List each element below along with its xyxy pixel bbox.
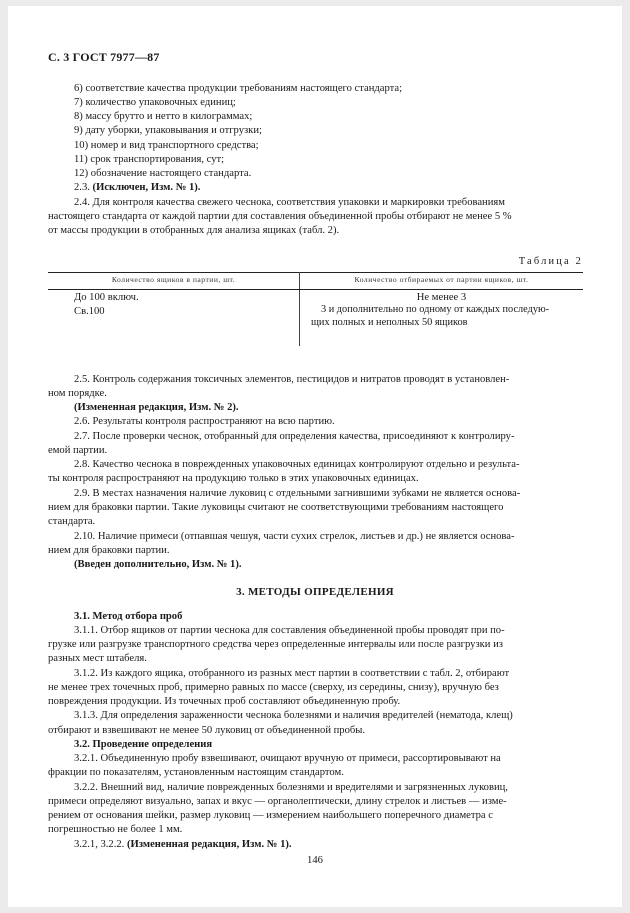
- table-top-rule: [48, 272, 583, 273]
- paragraph-line: 2.5. Контроль содержания токсичных элементов, пестицидов и нитратов проводят в установлен-: [74, 374, 510, 385]
- list-item: 10) номер и вид транспортного средства;: [74, 140, 259, 151]
- paragraph-line: 2.7. После проверки чеснок, отобранный для определения качества, присоединяют к контролиру-: [74, 431, 515, 442]
- subsection-heading: 3.2. Проведение определения: [74, 739, 213, 750]
- paragraph-line: стандарта.: [48, 516, 96, 527]
- table-label: Таблица 2: [518, 256, 583, 267]
- paragraph-line: 3.1.1. Отбор ящиков от партии чеснока для составления объединенной пробы проводят при по-: [74, 625, 505, 636]
- paragraph-line: 2.8. Качество чеснока в поврежденных упаковочных единицах контролируют отдельно и результа-: [74, 459, 520, 470]
- paragraph-line: 2.10. Наличие примеси (отпавшая чешуя, части сухих стрелок, листьев и др.) не является основа-: [74, 531, 515, 542]
- paragraph-line: фракции по показателям, установленным настоящим стандартом.: [48, 767, 344, 778]
- paragraph-line: разных мест штабеля.: [48, 653, 147, 664]
- paragraph-line: емой партии.: [48, 445, 108, 456]
- paragraph-line: нием для браковки партии. Такие луковицы считают не соответствующими требованиям настоящего: [48, 502, 504, 513]
- list-item: 12) обозначение настоящего стандарта.: [74, 168, 252, 179]
- page-number: 146: [307, 855, 323, 866]
- table-header-rule: [48, 289, 583, 290]
- paragraph-line: ном порядке.: [48, 388, 107, 399]
- table-cell: Св.100: [74, 306, 105, 317]
- paragraph-line: настоящего стандарта от каждой партии для составления объединенной пробы отбирают не менее 5 %: [48, 211, 512, 222]
- document-page: [8, 6, 622, 907]
- table-header-cell: Количество отбираемых от партии ящиков, шт.: [354, 275, 529, 284]
- paragraph-line: 3.2.1. Объединенную пробу взвешивают, очищают вручную от примеси, рассортировывают на: [74, 753, 501, 764]
- paragraph-line: погрешностью не более 1 мм.: [48, 824, 183, 835]
- list-item: 11) срок транспортирования, сут;: [74, 154, 225, 165]
- page-header: С. 3 ГОСТ 7977—87: [48, 50, 160, 64]
- amendment-note: (Введен дополнительно, Изм. № 1).: [74, 559, 242, 570]
- amendment-note: (Исключен, Изм. № 1).: [92, 182, 201, 193]
- paragraph-line: ты контроля распространяют на продукцию только в этих упаковочных единицах.: [48, 473, 419, 484]
- paragraph-line: грузке или разгрузке транспортного средства через определенные интервалы или после разгрузки из: [48, 639, 503, 650]
- list-item: 6) соответствие качества продукции требованиям настоящего стандарта;: [74, 83, 403, 94]
- paragraph-line: рением от основания шейки, размер луковиц — измерением наибольшего поперечного диаметра с: [48, 810, 493, 821]
- table-cell: До 100 включ.: [74, 292, 139, 303]
- paragraph-3-2-note: [74, 838, 292, 852]
- paragraph-number: 3.2.1, 3.2.2.: [74, 839, 125, 850]
- table-header-cell: Количество ящиков в партии, шт.: [111, 275, 236, 284]
- paragraph-line: 2.6. Результаты контроля распространяют на всю партию.: [74, 416, 335, 427]
- table-cell: 3 и дополнительно по одному от каждых последую-: [321, 304, 550, 315]
- paragraph-line: 3.2.2. Внешний вид, наличие поврежденных болезнями и вредителями и загрязненных луковиц,: [74, 782, 508, 793]
- paragraph-line: не менее трех точечных проб, примерно равных по массе (сверху, из середины, снизу), вручную без: [48, 682, 499, 693]
- amendment-note: (Измененная редакция, Изм. № 2).: [74, 402, 239, 413]
- section-heading: 3. МЕТОДЫ ОПРЕДЕЛЕНИЯ: [236, 586, 394, 598]
- paragraph-line: 2.4. Для контроля качества свежего чеснока, соответствия упаковки и маркировки требованиям: [74, 197, 505, 208]
- paragraph-line: примеси определяют визуально, запах и вкус — органолептически, длину стрелок и листьев — изме-: [48, 796, 507, 807]
- paragraph-2-3: [74, 181, 200, 195]
- table-cell: Не менее 3: [416, 292, 467, 303]
- list-item: 8) массу брутто и нетто в килограммах;: [74, 111, 253, 122]
- paragraph-line: от массы продукции в отобранных для анализа ящиках (табл. 2).: [48, 225, 340, 236]
- paragraph-line: повреждения продукции. Из точечных проб составляют объединенную пробу.: [48, 696, 401, 707]
- paragraph-line: нием для браковки партии.: [48, 545, 170, 556]
- paragraph-number: 2.3.: [74, 182, 90, 193]
- amendment-note: (Измененная редакция, Изм. № 1).: [126, 839, 292, 850]
- paragraph-line: 3.1.2. Из каждого ящика, отобранного из разных мест партии в соответствии с табл. 2, отбирают: [74, 668, 510, 679]
- list-item: 7) количество упаковочных единиц;: [74, 97, 236, 108]
- paragraph-line: отбирают и взвешивают не менее 50 луковиц от объединенной пробы.: [48, 725, 366, 736]
- list-item: 9) дату уборки, упаковывания и отгрузки;: [74, 125, 262, 136]
- paragraph-line: 2.9. В местах назначения наличие луковиц с отдельными загнившими зубками не является основа-: [74, 488, 521, 499]
- subsection-heading: 3.1. Метод отбора проб: [74, 611, 183, 622]
- table-cell: щих полных и неполных 50 ящиков: [311, 317, 468, 328]
- paragraph-line: 3.1.3. Для определения зараженности чеснока болезнями и наличия вредителей (нематода, клещ): [74, 710, 513, 721]
